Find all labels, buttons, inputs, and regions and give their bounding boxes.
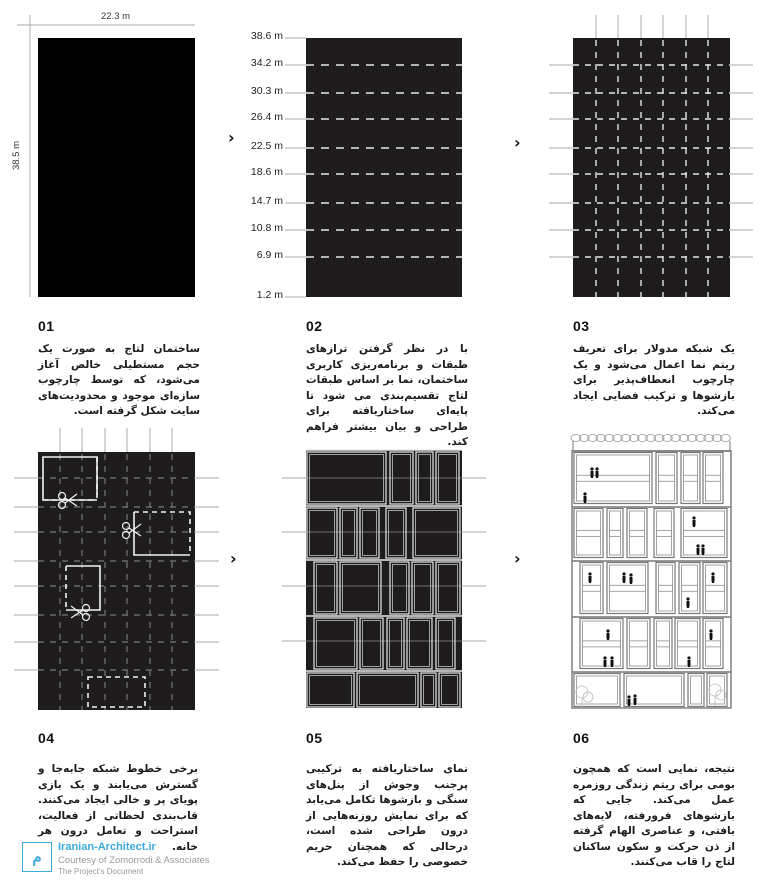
person-head [590, 467, 593, 470]
step-number-01: 01 [38, 318, 55, 334]
person-body [693, 520, 696, 527]
person-head [588, 572, 591, 575]
person-head [686, 597, 689, 600]
panel-04-figure [14, 428, 219, 710]
next-step-arrow-icon: › [514, 133, 521, 152]
memar-logo: م [22, 842, 52, 872]
floor-level-label: 22.5 m [250, 140, 283, 152]
watermark-document: The Project’s Document [58, 867, 144, 876]
person-head [709, 629, 712, 632]
person-body [596, 471, 599, 478]
person-body [591, 471, 594, 478]
person-icon [696, 544, 699, 555]
panel-02-figure [285, 38, 462, 297]
person-head [603, 656, 606, 659]
step-description-02: با در نظر گرفتن ترازهای طبقات و برنامه‌ریزی کاربری ساختمان، نما بر اساس طبقات لتاج تقسیم‌بندی می شود تا پایه‌ای ساختاریافته برای طراحی و بیان بیشتر فراهم کند. [306, 343, 468, 448]
person-body [630, 577, 633, 584]
person-head [687, 656, 690, 659]
step-description-05: نمای ساختاریافته به ترکیبی پرجنب وجوش از پنل‌های سنگی و بازشوها تکامل می‌یابد که برای نمایش روزنه‌هایی از درون طراحی شده است، درحالی که همچنان حریم خصوصی را حفظ می‌کند. [306, 763, 468, 868]
step-number-02: 02 [306, 318, 323, 334]
step-number-06: 06 [573, 730, 590, 746]
watermark-courtesy: Courtesy of Zomorrodi & Associates [58, 855, 210, 866]
floor-level-label: 14.7 m [250, 195, 283, 207]
panel-01-figure [17, 15, 195, 297]
person-body [611, 660, 614, 667]
person-icon [595, 467, 598, 478]
floor-level-label: 6.9 m [256, 249, 283, 261]
person-icon [606, 629, 609, 640]
floor-level-label: 34.2 m [250, 57, 283, 69]
person-icon [686, 597, 689, 608]
person-icon [590, 467, 593, 478]
person-head [629, 573, 632, 576]
person-body [628, 699, 631, 706]
step-description-03: یک شبکه مدولار برای تعریف ریتم نما اعمال می‌شود و یک چارچوب انعطاف‌پذیر برای بازشوها و ترکیب فضایی ایجاد می‌کند. [573, 343, 735, 417]
floor-level-label: 26.4 m [250, 111, 283, 123]
person-body [607, 633, 610, 640]
person-icon [687, 656, 690, 667]
person-head [610, 656, 613, 659]
person-body [697, 548, 700, 555]
person-icon [583, 492, 586, 503]
floor-level-label: 18.6 m [250, 166, 283, 178]
step-number-05: 05 [306, 730, 323, 746]
floor-level-label: 1.2 m [256, 289, 283, 301]
panel-05-figure [282, 450, 486, 708]
floor-level-label: 10.8 m [250, 222, 283, 234]
person-icon [692, 516, 695, 527]
next-step-arrow-icon: › [228, 128, 235, 147]
next-step-arrow-icon: › [230, 549, 237, 568]
person-head [701, 544, 704, 547]
floor-level-label: 38.6 m [250, 30, 283, 42]
watermark-site[interactable]: Iranian-Architect.ir [58, 841, 156, 853]
panel-06-figure [571, 435, 731, 709]
person-body [604, 660, 607, 667]
person-icon [627, 695, 630, 706]
person-body [687, 601, 690, 608]
person-head [583, 492, 586, 495]
person-icon [633, 694, 636, 705]
step-description-01: ساختمان لتاج به صورت یک حجم مستطیلی خالص آغاز می‌شود، که توسط چارچوب سازه‌ای موجود و محدودیت‌های سایت شکل گرفته است. [38, 343, 200, 417]
person-icon [622, 572, 625, 583]
person-icon [629, 573, 632, 584]
person-body [634, 698, 637, 705]
person-icon [588, 572, 591, 583]
person-icon [709, 629, 712, 640]
person-icon [610, 656, 613, 667]
width-dimension-label: 22.3 m [101, 11, 131, 22]
person-icon [603, 656, 606, 667]
person-head [633, 694, 636, 697]
person-body [710, 633, 713, 640]
person-head [711, 572, 714, 575]
person-head [622, 572, 625, 575]
person-head [606, 629, 609, 632]
person-head [595, 467, 598, 470]
person-body [589, 576, 592, 583]
person-head [696, 544, 699, 547]
step-description-04: برخی خطوط شبکه جابه‌جا و گسترش می‌یابند و یک بازی پویای پر و خالی ایجاد می‌کنند. قاب‌بندی لحظاتی از فعالیت، استراحت و تعامل درون هر خانه. [38, 763, 198, 853]
height-dimension-label: 38.5 m [11, 140, 23, 171]
pure-volume-mass [38, 38, 195, 297]
step-number-04: 04 [38, 730, 55, 746]
person-head [692, 516, 695, 519]
person-icon [711, 572, 714, 583]
person-body [712, 576, 715, 583]
person-body [688, 660, 691, 667]
person-head [627, 695, 630, 698]
next-step-arrow-icon: › [514, 549, 521, 568]
panel-03-figure [549, 15, 753, 297]
step-description-06: نتیجه، نمایی است که همچون بومی برای ریتم زندگی روزمره عمل می‌کند. جایی که بازشوهای فرورفته، لایه‌های بافتی، و عناصری الهام گرفته از ذن حرکت و سکون ساکنان لتاج را قاب می‌کنند. [573, 763, 735, 868]
person-body [584, 496, 587, 503]
step-number-03: 03 [573, 318, 590, 334]
person-body [623, 576, 626, 583]
person-body [702, 548, 705, 555]
floor-level-label: 30.3 m [250, 85, 283, 97]
floor-level-mass [306, 38, 462, 297]
person-icon [701, 544, 704, 555]
